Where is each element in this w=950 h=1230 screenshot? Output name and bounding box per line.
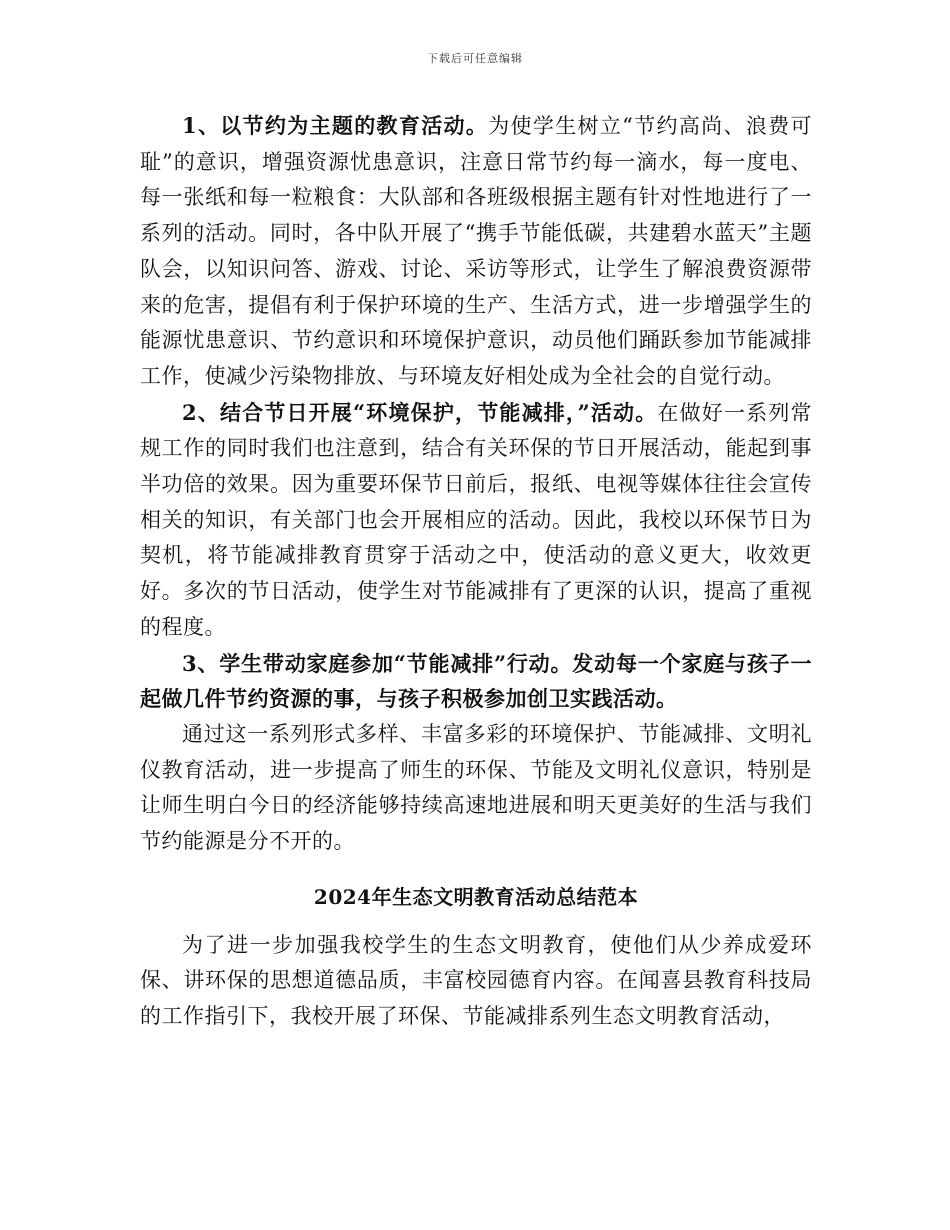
paragraph-4-text: 通过这一系列形式多样、丰富多彩的环境保护、节能减排、文明礼仪教育活动，进一步提高了师生的环保、节能及文明礼仪意识，特别是让师生明白今日的经济能够持续高速地进展和明天更美好的生活与我们节约能源是分不开的。 [140,721,812,854]
section-title: 2024年生态文明教育活动总结范本 [313,884,639,909]
paragraph-2 [140,395,812,646]
page-header-note: 下载后可任意编辑 [427,52,523,65]
paragraph-5-text: 为了进一步加强我校学生的生态文明教育，使他们从少养成爱环保、讲环保的思想道德品质，丰富校园德育内容。在闻喜县教育科技局的工作指引下，我校开展了环保、节能减排系列生态文明教育活动， [140,932,812,1029]
document-body [140,108,812,1035]
paragraph-2-heading: 2、结合节日开展“环境保护，节能减排，”活动。 [182,399,658,425]
paragraph-3-heading: 3、学生带动家庭参加“节能减排”行动。发动每一个家庭与孩子一起做几件节约资源的事，与孩子积极参加创卫实践活动。 [140,650,812,712]
paragraph-4 [140,717,812,860]
paragraph-3 [140,646,812,717]
paragraph-2-text: 在做好一系列常规工作的同时我们也注意到，结合有关环保的节日开展活动，能起到事半功倍的效果。因为重要环保节日前后，报纸、电视等媒体往往会宣传相关的知识，有关部门也会开展相应的活动。因此，我校以环保节日为契机，将节能减排教育贯穿于活动之中，使活动的意义更大，收效更好。多次的节日活动，使学生对节能减排有了更深的认识，提高了重视的程度。 [140,400,813,639]
paragraph-1-heading: 1、以节约为主题的教育活动。 [182,113,489,138]
paragraph-5 [140,928,812,1035]
paragraph-1 [140,108,812,395]
paragraph-1-text: 为使学生树立“节约高尚、浪费可耻”的意识，增强资源忧患意识，注意日常节约每一滴水，每一度电、每一张纸和每一粒粮食：大队部和各班级根据主题有针对性地进行了一系列的活动。同时，各中队开展了“携手节能低碳，共建碧水蓝天”主题队会，以知识问答、游戏、讨论、采访等形式，让学生了解浪费资源带来的危害，提倡有利于保护环境的生产、生活方式，进一步增强学生的能源忧患意识、节约意识和环境保护意识，动员他们踊跃参加节能减排工作，使减少污染物排放、与环境友好相处成为全社会的自觉行动。 [140,114,812,388]
